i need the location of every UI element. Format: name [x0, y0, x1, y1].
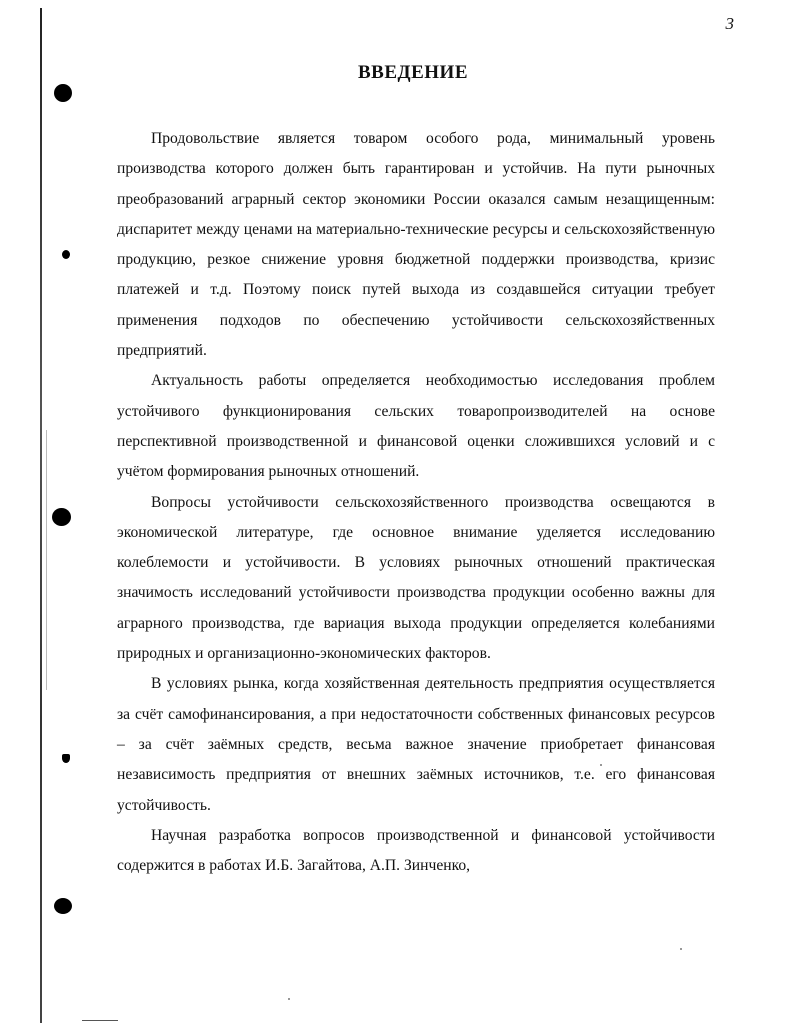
scan-bottom-scratch [82, 1020, 118, 1021]
page-number: 3 [725, 14, 734, 33]
page-title: ВВЕДЕНИЕ [358, 62, 468, 83]
punch-hole-mark-3 [52, 508, 71, 526]
scan-margin-line [40, 8, 42, 1023]
punch-hole-mark-1 [54, 84, 72, 102]
punch-hole-mark-4 [62, 754, 70, 763]
paragraph-2: Актуальность работы определяется необходимостью исследования проблем устойчивого функционирования сельских товаропроизводителей на основе перспективной производственной и финансовой оценки сложившихся условий и с учётом формирования рыночных отношений. [117, 372, 715, 481]
scan-speck [288, 998, 290, 1000]
scan-margin-line-faint [46, 430, 47, 690]
paragraph-1: Продовольствие является товаром особого рода, минимальный уровень производства которого должен быть гарантирован и устойчив. На пути рыночных преобразований аграрный сектор экономики России оказался самым незащищенным: диспаритет между ценами на материально-технические ресурсы и сельскохозяйственную продукцию, резкое снижение уровня бюджетной поддержки производства, кризис платежей и т.д. Поэтому поиск путей выхода из создавшейся ситуации требует применения подходов по обеспечению устойчивости сельскохозяйственных предприятий. [117, 130, 715, 360]
punch-hole-mark-5 [54, 898, 72, 914]
document-body [117, 124, 715, 881]
scan-speck [680, 948, 682, 950]
paragraph-4: В условиях рынка, когда хозяйственная деятельность предприятия осуществляется за счёт самофинансирования, а при недостаточности собственных финансовых ресурсов – за счёт заёмных средств, весьма важное значение приобретает финансовая независимость предприятия от внешних заёмных источников, т.е. его финансовая устойчивость. [117, 675, 715, 814]
paragraph-5: Научная разработка вопросов производственной и финансовой устойчивости содержится в работах И.Б. Загайтова, А.П. Зинченко, [117, 826, 715, 875]
punch-hole-mark-2 [62, 250, 70, 259]
paragraph-3: Вопросы устойчивости сельскохозяйственного производства освещаются в экономической литературе, где основное внимание уделяется исследованию колеблемости и устойчивости. В условиях рыночных отношений практическая значимость исследований устойчивости производства продукции особенно важны для аграрного производства, где вариация выхода продукции определяется колебаниями природных и организационно-экономических факторов. [117, 493, 715, 663]
